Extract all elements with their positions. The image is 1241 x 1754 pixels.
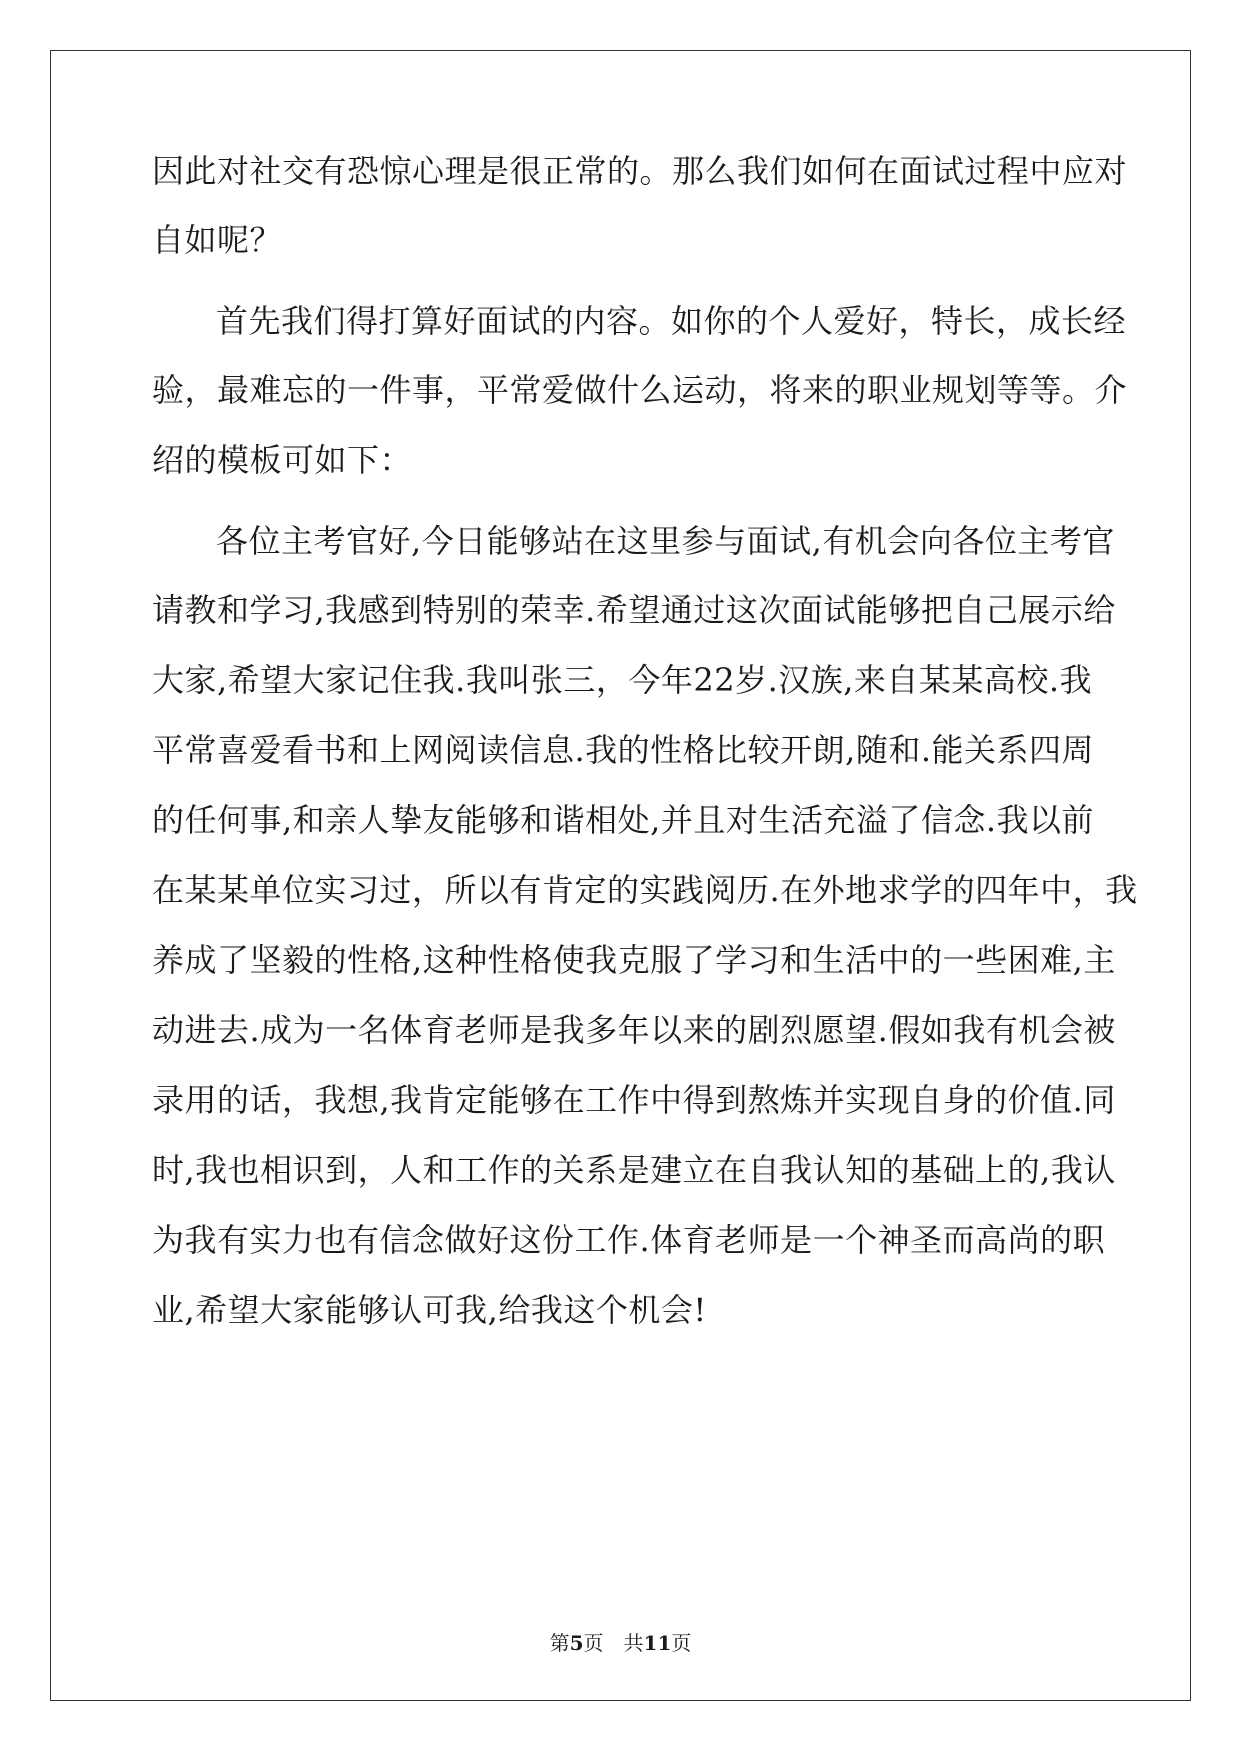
text-line: 各位主考官好,今日能够站在这里参与面试,有机会向各位主考官 <box>216 522 1115 560</box>
text-line: 首先我们得打算好面试的内容。如你的个人爱好，特长，成长经 <box>216 302 1127 340</box>
text-line: 大家,希望大家记住我.我叫张三，今年22岁.汉族,来自某某高校.我 <box>152 661 1093 699</box>
page-footer <box>0 1628 1241 1658</box>
footer-prefix: 第 <box>549 1631 570 1655</box>
text-line: 业,希望大家能够认可我,给我这个机会! <box>152 1291 707 1329</box>
text-line: 平常喜爱看书和上网阅读信息.我的性格比较开朗,随和.能关系四周 <box>152 731 1095 769</box>
page-number: 5 <box>569 1631 584 1655</box>
text-line: 绍的模板可如下： <box>152 441 413 479</box>
text-line: 录用的话，我想,我肯定能够在工作中得到熬炼并实现自身的价值.同 <box>152 1081 1116 1119</box>
footer-suffix: 页 <box>671 1631 692 1655</box>
text-line: 验，最难忘的一件事，平常爱做什么运动，将来的职业规划等等。介 <box>152 371 1128 409</box>
total-pages: 11 <box>643 1631 672 1655</box>
text-line: 动进去.成为一名体育老师是我多年以来的剧烈愿望.假如我有机会被 <box>152 1011 1116 1049</box>
text-line: 自如呢？ <box>152 221 283 259</box>
text-line: 为我有实力也有信念做好这份工作.体育老师是一个神圣而高尚的职 <box>152 1221 1106 1259</box>
text-line: 请教和学习,我感到特别的荣幸.希望通过这次面试能够把自己展示给 <box>152 591 1116 629</box>
text-line: 因此对社交有恐惊心理是很正常的。那么我们如何在面试过程中应对 <box>152 152 1128 190</box>
text-line: 的任何事,和亲人挚友能够和谐相处,并且对生活充溢了信念.我以前 <box>152 801 1095 839</box>
text-line: 养成了坚毅的性格,这种性格使我克服了学习和生活中的一些困难,主 <box>152 941 1116 979</box>
text-line: 在某某单位实习过，所以有肯定的实践阅历.在外地求学的四年中，我 <box>152 871 1138 909</box>
footer-mid: 页 共 <box>583 1631 644 1655</box>
text-line: 时,我也相识到，人和工作的关系是建立在自我认知的基础上的,我认 <box>152 1151 1116 1189</box>
